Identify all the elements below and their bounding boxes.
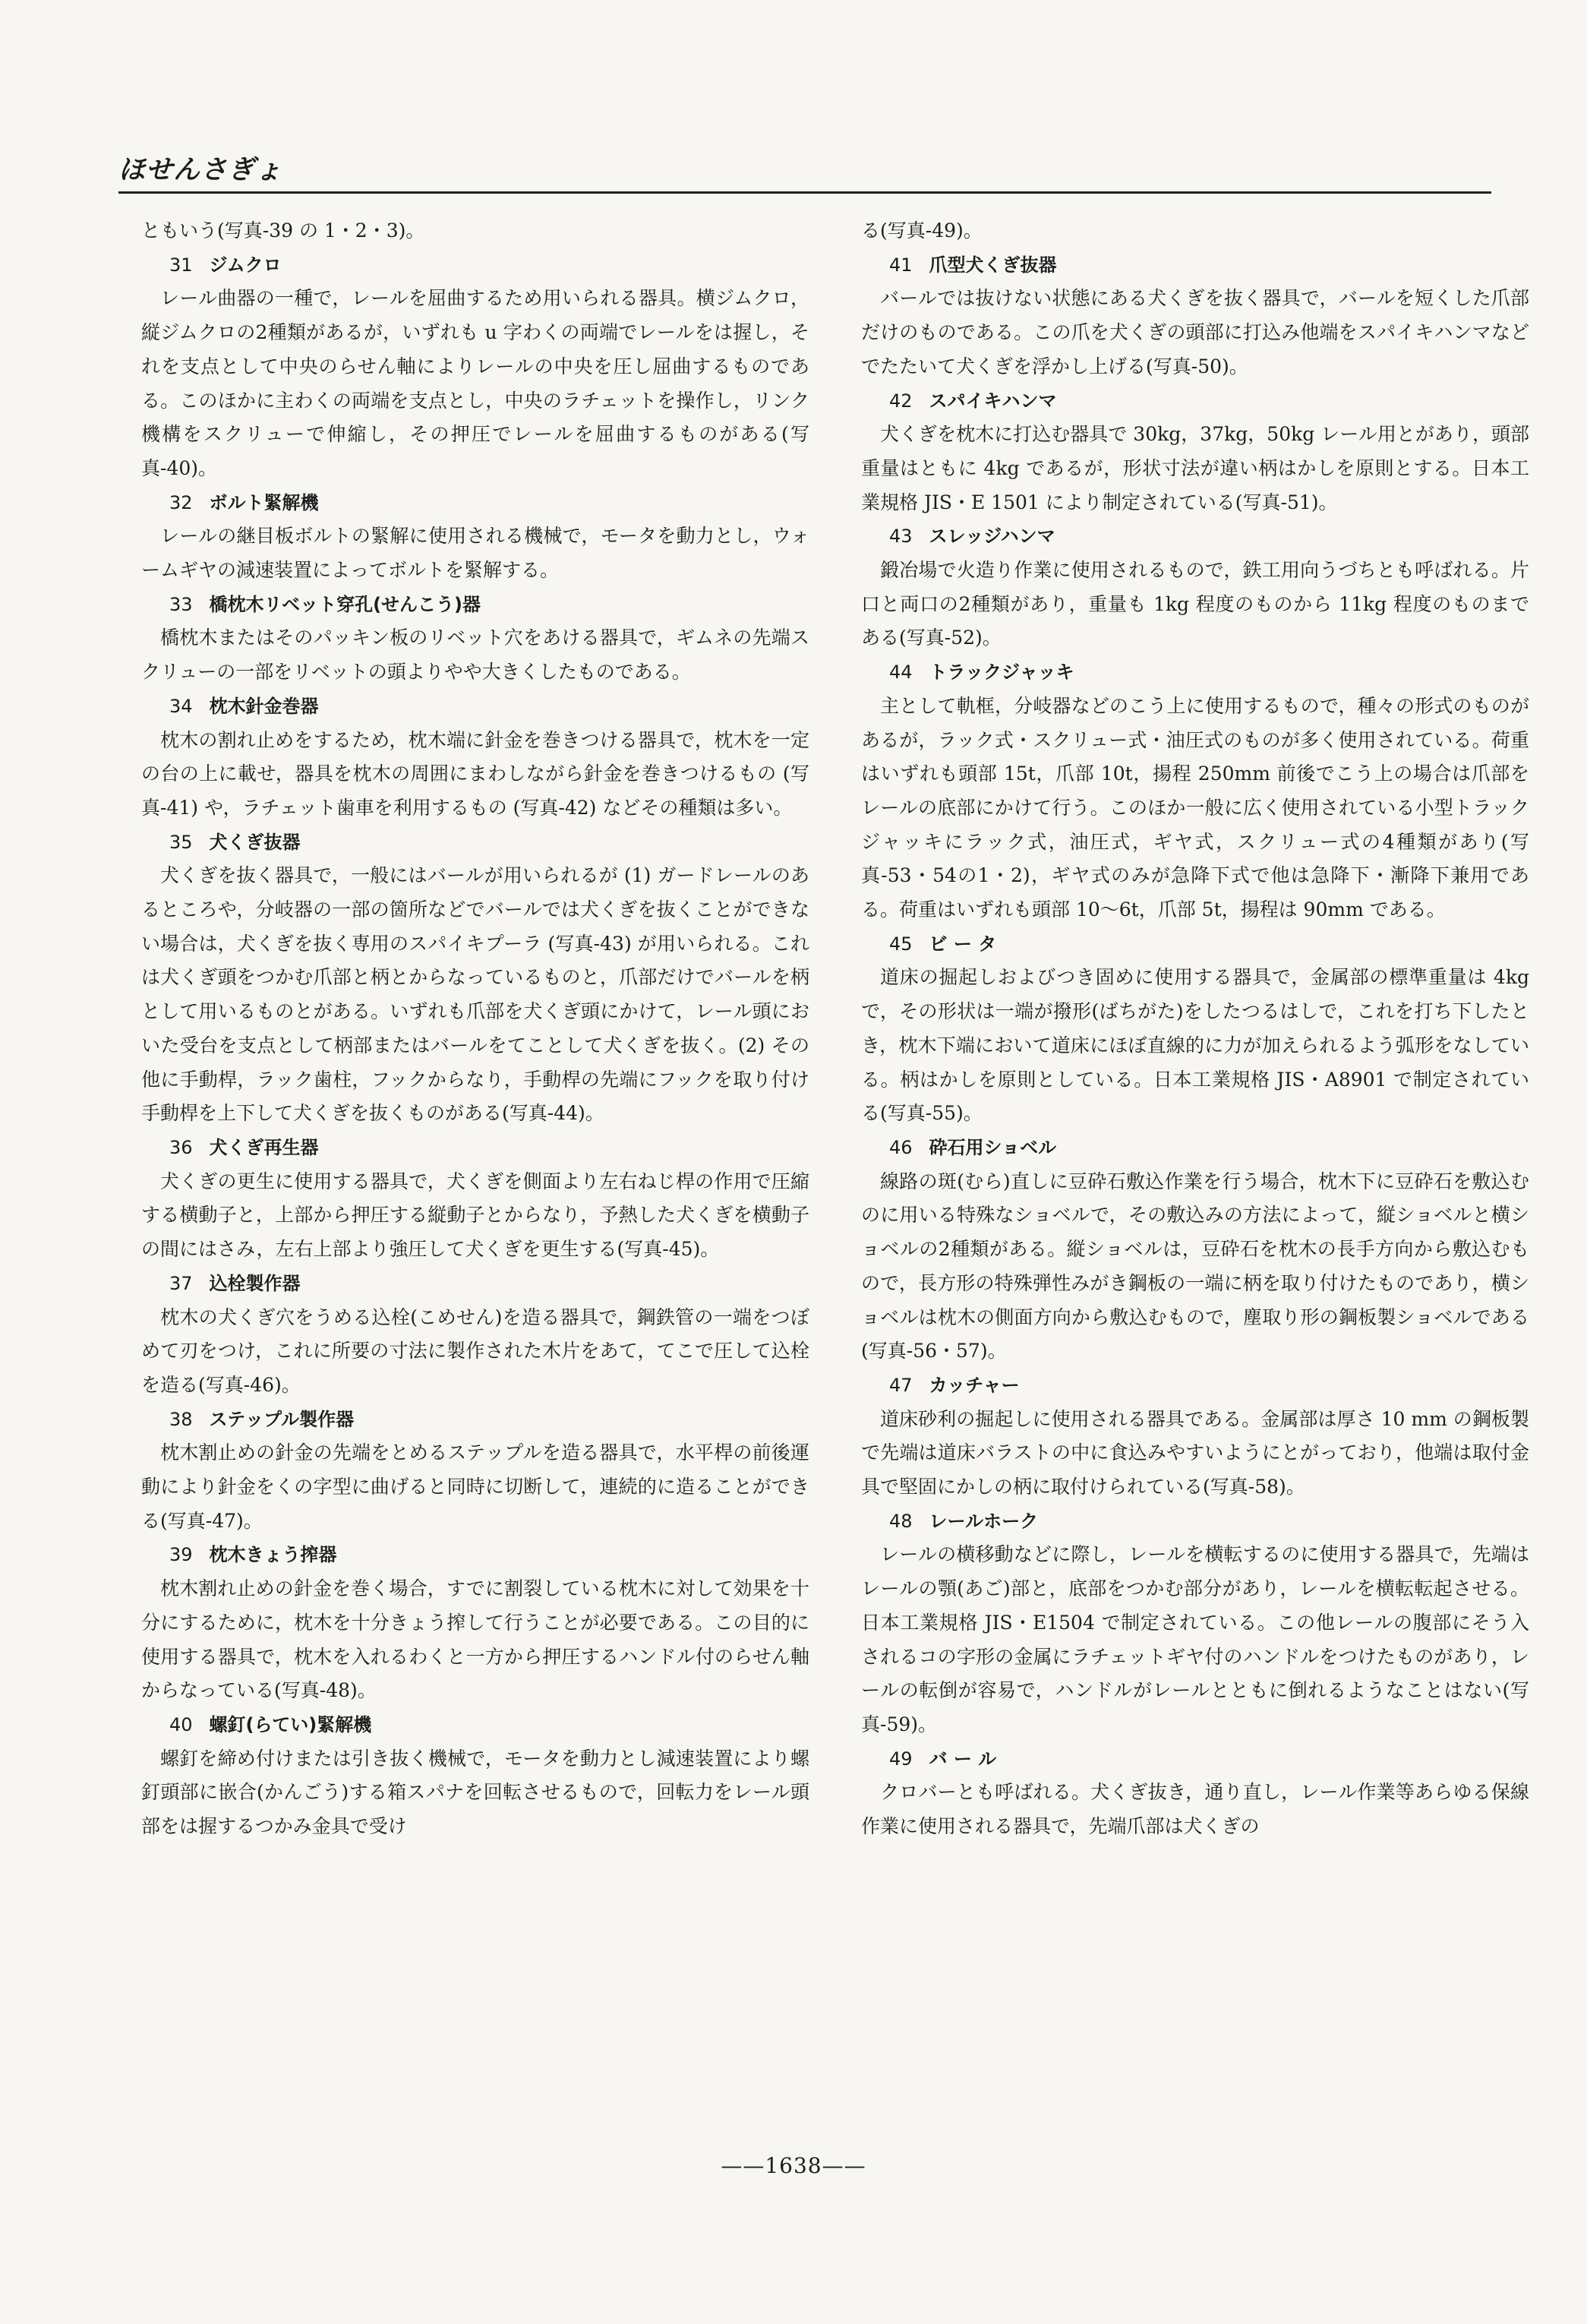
body-paragraph: 線路の斑(むら)直しに豆砕石敷込作業を行う場合，枕木下に豆砕石を敷込むのに用いる特殊なショベルで，その敷込みの方法によって，縦ショベルと横ショベルの2種類がある。縦ショベルは，豆砕石を枕木の長手方向から敷込むもので，長方形の特殊弾性みがき鋼板の一端に柄を取り付けたものであり，横ショベルは枕木の側面方向から敷込むもので，塵取り形の鋼板製ショベルである(写真-56・57)。 bbox=[861, 1170, 1529, 1363]
right-column bbox=[861, 214, 1529, 1844]
entry-heading bbox=[141, 486, 809, 520]
page-number: ——1638—— bbox=[721, 2153, 866, 2178]
entry-title: カッチャー bbox=[929, 1374, 1020, 1396]
entry-number: 36 bbox=[169, 1136, 193, 1158]
entry-title: 込栓製作器 bbox=[209, 1272, 301, 1294]
entry-number: 31 bbox=[169, 254, 193, 276]
body-paragraph: 枕木割れ止めの針金を巻く場合，すでに割裂している枕木に対して効果を十分にするために，枕木を十分きょう搾して行うことが必要である。この目的に使用する器具で，枕木を入れるわくと一方から押圧するハンドル付のらせん軸からなっている(写真-48)。 bbox=[141, 1577, 809, 1702]
entry-title: ビ ー タ bbox=[929, 933, 997, 955]
entry-number: 45 bbox=[889, 933, 913, 955]
entry-heading bbox=[861, 248, 1529, 283]
entry-heading bbox=[141, 1267, 809, 1301]
entry-heading bbox=[861, 519, 1529, 554]
entry-heading bbox=[861, 927, 1529, 961]
entry-number: 39 bbox=[169, 1544, 193, 1566]
entry-heading bbox=[141, 1131, 809, 1165]
body-paragraph: レールの横移動などに際し，レールを横転するのに使用する器具で，先端はレールの顎(あご)部と，底部をつかむ部分があり，レールを横転転起させる。日本工業規格 JIS・E1504 で制定されている。この他レールの腹部にそう入されるコの字形の金属にラチェットギヤ付のハンドルをつけたものがあり，レールの転倒が容易で，ハンドルがレールとともに倒れるようなことはない(写真-59)。 bbox=[861, 1543, 1529, 1735]
left-column bbox=[141, 214, 809, 1844]
entry-heading bbox=[861, 655, 1529, 690]
body-paragraph: 橋枕木またはそのパッキン板のリベット穴をあける器具で，ギムネの先端スクリューの一部をリベットの頭よりやや大きくしたものである。 bbox=[141, 627, 809, 684]
entry-title: 爪型犬くぎ抜器 bbox=[929, 254, 1057, 276]
entry-heading bbox=[861, 1742, 1529, 1776]
entry-title: 枕木きょう搾器 bbox=[209, 1544, 337, 1566]
body-paragraph: 犬くぎを枕木に打込む器具で 30kg，37kg，50kg レール用とがあり，頭部重量はともに 4kg であるが，形状寸法が違い柄はかしを原則とする。日本工業規格 JIS・E 1501 により制定されている(写真-51)。 bbox=[861, 423, 1529, 513]
entry-heading bbox=[141, 1708, 809, 1742]
body-paragraph: 枕木の割れ止めをするため，枕木端に針金を巻きつける器具で，枕木を一定の台の上に載せ，器具を枕木の周囲にまわしながら針金を巻きつけるもの (写真-41) や，ラチェット歯車を利用するもの (写真-42) などその種類は多い。 bbox=[141, 728, 809, 819]
body-paragraph: 枕木の犬くぎ穴をうめる込栓(こめせん)を造る器具で，鋼鉄管の一端をつぼめて刃をつけ，これに所要の寸法に製作された木片をあて，てこで圧して込栓を造る(写真-46)。 bbox=[141, 1306, 809, 1396]
entry-number: 33 bbox=[169, 593, 193, 615]
body-paragraph: レールの継目板ボルトの緊解に使用される機械で，モータを動力とし，ウォームギヤの減速装置によってボルトを緊解する。 bbox=[141, 525, 809, 582]
body-paragraph: 枕木割止めの針金の先端をとめるステップルを造る器具で，水平桿の前後運動により針金をくの字型に曲げると同時に切断して，連続的に造ることができる(写真-47)。 bbox=[141, 1441, 809, 1532]
entry-title: ジムクロ bbox=[209, 254, 282, 276]
entry-title: 枕木針金巻器 bbox=[209, 695, 319, 717]
entry-title: ステップル製作器 bbox=[209, 1408, 355, 1430]
body-paragraph: る(写真-49)。 bbox=[861, 219, 983, 242]
body-paragraph: 主として軌框，分岐器などのこう上に使用するもので，種々の形式のものがあるが，ラック式・スクリュー式・油圧式のものが多く使用されている。荷重はいずれも頭部 15t，爪部 10t，揚程 250mm 前後でこう上の場合は爪部をレールの底部にかけて行う。このほか一般に広く使用されている小型トラックジャッキにラック式，油圧式，ギヤ式，スクリュー式の4種類があり(写真-53・54の1・2)，ギヤ式のみが急降下式で他は急降下・漸降下兼用である。荷重はいずれも頭部 10～6t，爪部 5t，揚程は 90mm である。 bbox=[861, 694, 1529, 921]
entry-number: 35 bbox=[169, 831, 193, 853]
header-rule bbox=[118, 191, 1491, 194]
body-paragraph: ともいう(写真-39 の 1・2・3)。 bbox=[141, 219, 425, 242]
body-paragraph: 螺釘を締め付けまたは引き抜く機械で，モータを動力とし減速装置により螺釘頭部に嵌合(かんごう)する箱スパナを回転させるもので，回転力をレール頭部をは握するつかみ金具で受け bbox=[141, 1747, 809, 1838]
entry-heading bbox=[861, 1131, 1529, 1165]
entry-number: 44 bbox=[889, 662, 913, 684]
entry-heading bbox=[141, 826, 809, 860]
entry-number: 32 bbox=[169, 491, 193, 513]
running-header: ほせんさぎょ bbox=[118, 155, 283, 185]
body-paragraph: 犬くぎを抜く器具で，一般にはバールが用いられるが (1) ガードレールのあるところや，分岐器の一部の箇所などでバールでは犬くぎを抜くことができない場合は，犬くぎを抜く専用のスパイキプーラ (写真-43) が用いられる。これは犬くぎ頭をつかむ爪部と柄とからなっているものと，爪部だけでバールを柄として用いるものとがある。いずれも爪部を犬くぎ頭にかけて，レール頭においた受台を支点として柄部またはバールをてことして犬くぎを抜く。(2) その他に手動桿，ラック歯柱，フックからなり，手動桿の先端にフックを取り付け手動桿を上下して犬くぎを抜くものがある(写真-44)。 bbox=[141, 864, 809, 1125]
body-paragraph: 鍛冶場で火造り作業に使用されるもので，鉄工用向うづちとも呼ばれる。片口と両口の2種類があり，重量も 1kg 程度のものから 11kg 程度のものまである(写真-52)。 bbox=[861, 559, 1529, 649]
entry-number: 47 bbox=[889, 1374, 913, 1396]
entry-title: 砕石用ショベル bbox=[929, 1136, 1057, 1158]
entry-number: 38 bbox=[169, 1408, 193, 1430]
entry-heading bbox=[861, 384, 1529, 418]
entry-title: 犬くぎ抜器 bbox=[209, 831, 301, 853]
entry-number: 37 bbox=[169, 1272, 193, 1294]
entry-heading bbox=[141, 1403, 809, 1437]
entry-title: スパイキハンマ bbox=[929, 390, 1057, 412]
entry-heading bbox=[861, 1369, 1529, 1403]
body-paragraph: 道床の掘起しおよびつき固めに使用する器具で，金属部の標準重量は 4kg で，その形状は一端が撥形(ばちがた)をしたつるはしで，これを打ち下したとき，枕木下端において道床にほぼ直線的に力が加えられるよう弧形をなしている。柄はかしを原則としている。日本工業規格 JIS・A8901 で制定されている(写真-55)。 bbox=[861, 966, 1529, 1125]
entry-heading bbox=[141, 248, 809, 283]
entry-title: 犬くぎ再生器 bbox=[209, 1136, 319, 1158]
body-paragraph: 道床砂利の掘起しに使用される器具である。金属部は厚さ 10 mm の鋼板製で先端は道床バラストの中に食込みやすいようにとがっており，他端は取付金具で堅固にかしの柄に取付けられている(写真-58)。 bbox=[861, 1407, 1529, 1498]
entry-title: 橋枕木リベット穿孔(せんこう)器 bbox=[209, 593, 481, 615]
entry-number: 43 bbox=[889, 526, 913, 548]
entry-heading bbox=[861, 1505, 1529, 1539]
entry-number: 49 bbox=[889, 1748, 913, 1770]
entry-title: ボルト緊解機 bbox=[209, 491, 319, 513]
entry-title: 螺釘(らてい)緊解機 bbox=[209, 1713, 372, 1735]
entry-number: 48 bbox=[889, 1510, 913, 1532]
entry-number: 46 bbox=[889, 1136, 913, 1158]
entry-heading bbox=[141, 690, 809, 724]
body-paragraph: レール曲器の一種で，レールを屈曲するため用いられる器具。横ジムクロ，縦ジムクロの2種類があるが，いずれも u 字わくの両端でレールをは握し，それを支点として中央のらせん軸によりレールの中央を圧し屈曲するものである。このほかに主わくの両端を支点とし，中央のラチェットを操作し，リンク機構をスクリューで伸縮し，その押圧でレールを屈曲するものがある(写真-40)。 bbox=[141, 287, 809, 479]
body-paragraph: クロバーとも呼ばれる。犬くぎ抜き，通り直し，レール作業等あらゆる保線作業に使用される器具で，先端爪部は犬くぎの bbox=[861, 1781, 1529, 1838]
entry-title: スレッジハンマ bbox=[929, 526, 1055, 548]
entry-number: 41 bbox=[889, 254, 913, 276]
entry-title: バ ー ル bbox=[929, 1748, 997, 1770]
entry-number: 42 bbox=[889, 390, 913, 412]
body-paragraph: バールでは抜けない状態にある犬くぎを抜く器具で，バールを短くした爪部だけのものである。この爪を犬くぎの頭部に打込み他端をスパイキハンマなどでたたいて犬くぎを浮かし上げる(写真-50)。 bbox=[861, 287, 1529, 377]
entry-number: 34 bbox=[169, 695, 193, 717]
entry-heading bbox=[141, 588, 809, 622]
entry-title: レールホーク bbox=[929, 1510, 1039, 1532]
entry-title: トラックジャッキ bbox=[929, 662, 1074, 684]
body-paragraph: 犬くぎの更生に使用する器具で，犬くぎを側面より左右ねじ桿の作用で圧縮する横動子と，上部から押圧する縦動子とからなり，予熱した犬くぎを横動子の間にはさみ，左右上部より強圧して犬くぎを更生する(写真-45)。 bbox=[141, 1170, 809, 1261]
entry-heading bbox=[141, 1538, 809, 1572]
entry-number: 40 bbox=[169, 1713, 193, 1735]
